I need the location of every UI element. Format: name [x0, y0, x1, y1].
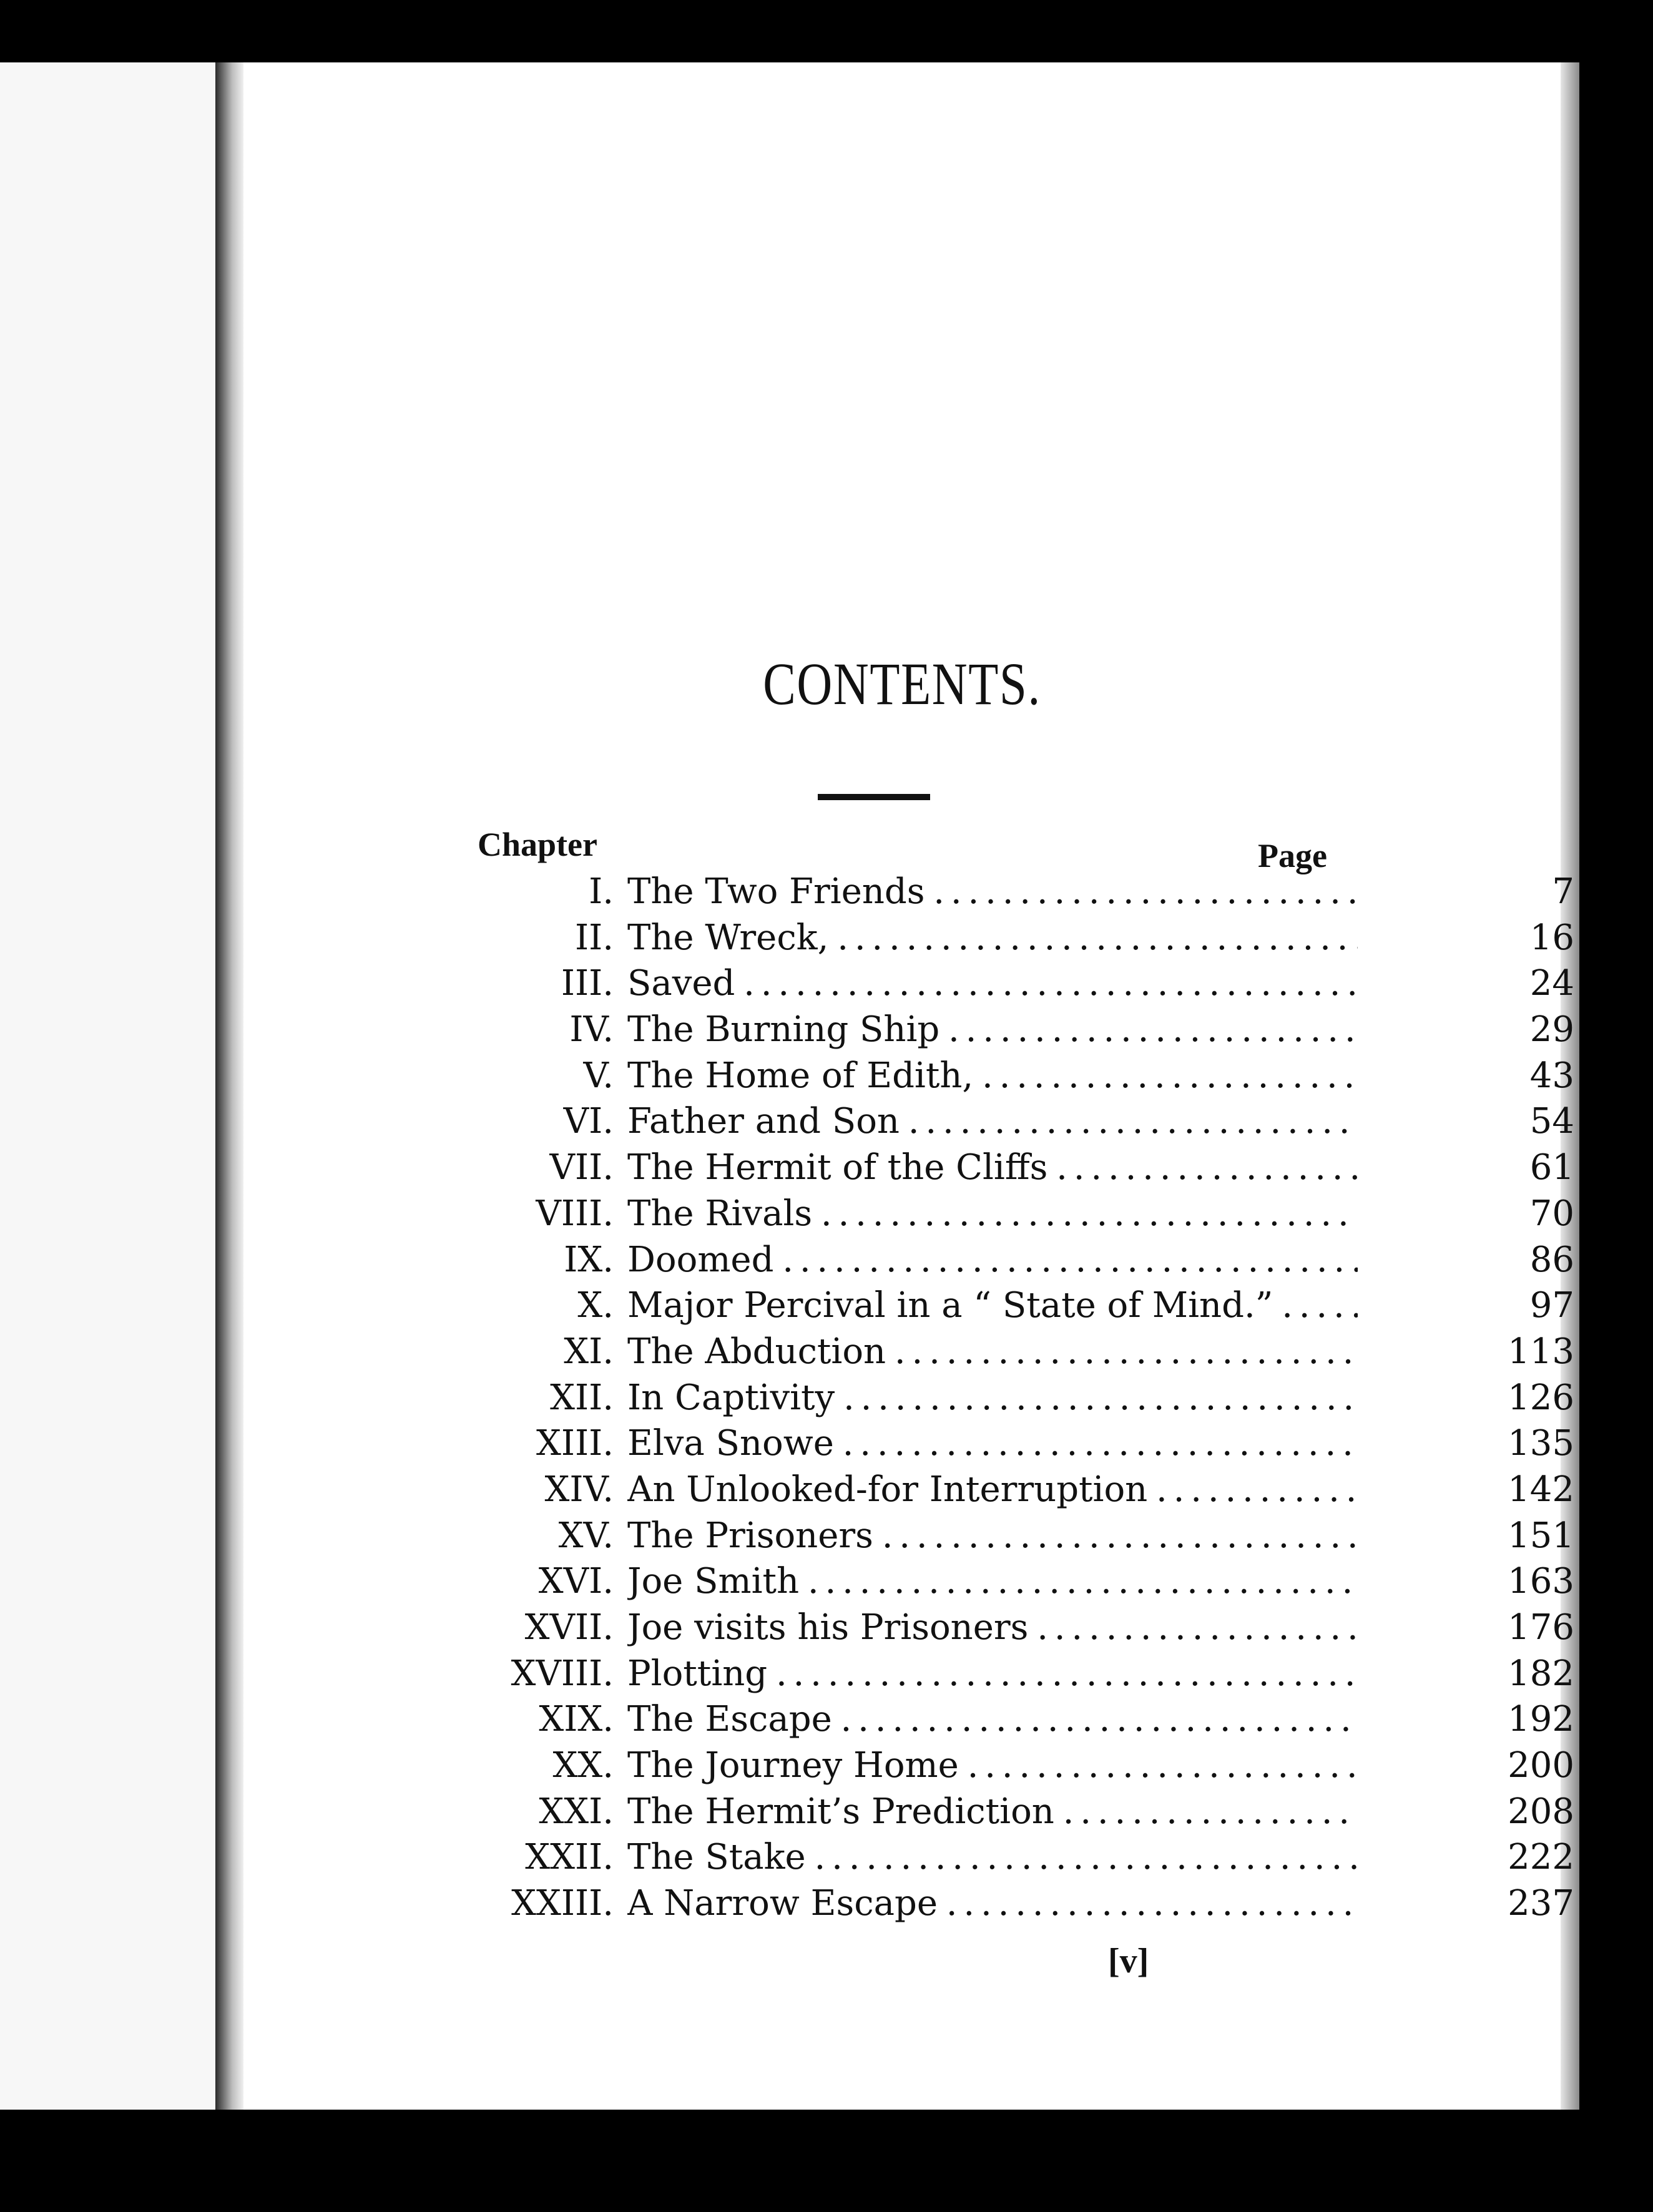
chapter-number: XVI. — [538, 1561, 614, 1602]
facing-page — [0, 62, 220, 2110]
chapter-title: Plotting . . . — [627, 1653, 1358, 1694]
page-folio: [v] — [1108, 1942, 1149, 1980]
page-number: 113 — [1508, 1331, 1574, 1372]
toc-entry — [431, 918, 1587, 964]
page-number: 61 — [1529, 1147, 1574, 1188]
title-rule — [818, 794, 930, 800]
chapter-title: A Narrow Escape . . . — [627, 1883, 1358, 1924]
chapter-number: XVII. — [524, 1607, 614, 1648]
page-number: 176 — [1508, 1607, 1574, 1648]
chapter-number: XXII. — [525, 1837, 614, 1878]
page-number: 222 — [1508, 1837, 1574, 1878]
chapter-column-header: Chapter — [478, 826, 597, 863]
chapter-title: Doomed . . . — [627, 1240, 1358, 1280]
chapter-title: The Two Friends . . . — [627, 871, 1358, 912]
chapter-number: I. — [589, 871, 614, 912]
chapter-title: The Prisoners . . . — [627, 1515, 1358, 1556]
page-number: 208 — [1508, 1791, 1574, 1832]
chapter-title: Major Percival in a “ State of Mind.” . . . — [627, 1285, 1358, 1326]
toc-entry — [431, 1423, 1587, 1469]
chapter-number: XII. — [550, 1377, 614, 1418]
page-number: 126 — [1508, 1377, 1574, 1418]
chapter-number: XV. — [558, 1515, 614, 1556]
toc-entry — [431, 963, 1587, 1009]
chapter-number: X. — [577, 1285, 614, 1326]
chapter-number: VI. — [563, 1101, 614, 1142]
toc-entry — [431, 1009, 1587, 1055]
page-title: CONTENTS. — [763, 650, 1041, 717]
page-number: 24 — [1529, 963, 1574, 1004]
chapter-number: XXIII. — [511, 1883, 614, 1924]
page-number: 163 — [1508, 1561, 1574, 1602]
toc-list — [431, 871, 1587, 1929]
chapter-number: IV. — [569, 1009, 614, 1050]
toc-entry — [431, 1515, 1587, 1562]
chapter-title: The Journey Home . . . — [627, 1745, 1358, 1786]
page-number: 97 — [1529, 1285, 1574, 1326]
page-number: 54 — [1529, 1101, 1574, 1142]
toc-entry — [431, 1378, 1587, 1424]
chapter-title: The Home of Edith, . . . — [627, 1055, 1358, 1096]
toc-entry — [431, 1791, 1587, 1838]
toc-entry — [431, 1240, 1587, 1286]
chapter-title: The Burning Ship . . . — [627, 1009, 1358, 1050]
toc-entry — [431, 1653, 1587, 1700]
page-number: 237 — [1508, 1883, 1574, 1924]
toc-entry — [431, 1607, 1587, 1653]
toc-entry — [431, 1055, 1587, 1102]
toc-entry — [431, 1745, 1587, 1791]
page-number: 200 — [1508, 1745, 1574, 1786]
chapter-number: III. — [561, 963, 614, 1004]
chapter-title: Joe Smith . . . — [627, 1561, 1358, 1602]
page-number: 16 — [1529, 917, 1574, 958]
toc-entry — [431, 1883, 1587, 1929]
page-number: 29 — [1529, 1009, 1574, 1050]
chapter-number: XIX. — [539, 1699, 614, 1740]
page-number: 142 — [1508, 1469, 1574, 1510]
toc-entry — [431, 1331, 1587, 1378]
chapter-title: The Rivals . . . — [627, 1193, 1358, 1234]
page-number: 70 — [1529, 1193, 1574, 1234]
chapter-title: The Hermit of the Cliffs . . . — [627, 1147, 1358, 1188]
page-number: 7 — [1552, 871, 1574, 912]
chapter-title: The Wreck, . . . — [627, 918, 1358, 958]
chapter-number: XX. — [552, 1745, 614, 1786]
contents-page — [243, 62, 1574, 2110]
chapter-number: VII. — [549, 1147, 614, 1188]
toc-entry — [431, 1469, 1587, 1515]
chapter-title: In Captivity . . . — [627, 1378, 1358, 1418]
chapter-title: The Abduction . . . — [627, 1331, 1358, 1372]
toc-entry — [431, 1101, 1587, 1147]
toc-entry — [431, 1837, 1587, 1883]
page-number: 86 — [1529, 1239, 1574, 1280]
page-number: 182 — [1508, 1653, 1574, 1694]
chapter-title: The Stake . . . — [627, 1837, 1358, 1877]
chapter-title: Saved . . . — [627, 963, 1358, 1004]
chapter-number: IX. — [564, 1239, 614, 1280]
chapter-number: XI. — [564, 1331, 614, 1372]
toc-entry — [431, 1285, 1587, 1331]
page-column-header: Page — [1258, 837, 1327, 874]
chapter-title: The Escape . . . — [627, 1699, 1358, 1740]
toc-entry — [431, 1193, 1587, 1240]
toc-entry — [431, 1561, 1587, 1607]
book-gutter — [215, 62, 243, 2110]
chapter-number: II. — [574, 917, 614, 958]
chapter-number: XXI. — [539, 1791, 614, 1832]
page-number: 151 — [1508, 1515, 1574, 1556]
toc-entry — [431, 871, 1587, 918]
chapter-title: Joe visits his Prisoners . . . — [627, 1607, 1358, 1648]
chapter-number: V. — [583, 1055, 614, 1096]
chapter-title: The Hermit’s Prediction . . . — [627, 1791, 1358, 1832]
page-number: 135 — [1508, 1423, 1574, 1464]
chapter-number: XVIII. — [511, 1653, 614, 1694]
chapter-number: XIV. — [544, 1469, 614, 1510]
toc-entry — [431, 1147, 1587, 1193]
chapter-number: VIII. — [536, 1193, 614, 1234]
chapter-title: Elva Snowe . . . — [627, 1423, 1358, 1464]
chapter-title: Father and Son . . . — [627, 1101, 1358, 1142]
chapter-title: An Unlooked-for Interruption . . . — [627, 1469, 1358, 1510]
toc-entry — [431, 1699, 1587, 1745]
page-number: 43 — [1529, 1055, 1574, 1096]
page-number: 192 — [1508, 1699, 1574, 1740]
chapter-number: XIII. — [536, 1423, 614, 1464]
